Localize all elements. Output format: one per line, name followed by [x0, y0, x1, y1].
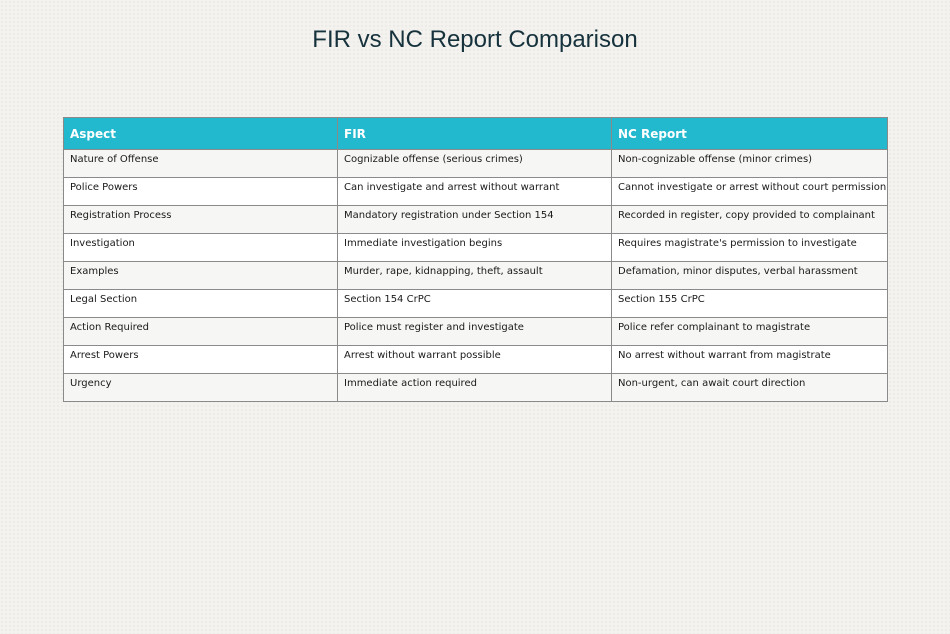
cell-fir: Arrest without warrant possible [338, 346, 612, 374]
cell-fir: Immediate action required [338, 374, 612, 402]
cell-fir: Mandatory registration under Section 154 [338, 206, 612, 234]
cell-aspect: Arrest Powers [64, 346, 338, 374]
comparison-table-container [63, 117, 887, 402]
cell-fir: Section 154 CrPC [338, 290, 612, 318]
table-row [64, 262, 888, 290]
cell-fir: Murder, rape, kidnapping, theft, assault [338, 262, 612, 290]
cell-fir: Cognizable offense (serious crimes) [338, 150, 612, 178]
cell-aspect: Legal Section [64, 290, 338, 318]
table-row [64, 290, 888, 318]
table-row [64, 206, 888, 234]
cell-nc-report: Defamation, minor disputes, verbal harassment [612, 262, 888, 290]
cell-aspect: Nature of Offense [64, 150, 338, 178]
comparison-table [63, 117, 888, 402]
table-header [64, 118, 888, 150]
cell-aspect: Action Required [64, 318, 338, 346]
cell-fir: Police must register and investigate [338, 318, 612, 346]
cell-nc-report: Requires magistrate's permission to investigate [612, 234, 888, 262]
cell-aspect: Police Powers [64, 178, 338, 206]
table-row [64, 346, 888, 374]
cell-fir: Immediate investigation begins [338, 234, 612, 262]
cell-nc-report: Police refer complainant to magistrate [612, 318, 888, 346]
column-header-fir: FIR [338, 118, 612, 150]
header-row [64, 118, 888, 150]
cell-nc-report: Section 155 CrPC [612, 290, 888, 318]
table-row [64, 318, 888, 346]
column-header-aspect: Aspect [64, 118, 338, 150]
cell-aspect: Urgency [64, 374, 338, 402]
table-row [64, 178, 888, 206]
cell-nc-report: Recorded in register, copy provided to complainant [612, 206, 888, 234]
cell-nc-report: Cannot investigate or arrest without court permission [612, 178, 888, 206]
table-row [64, 234, 888, 262]
cell-nc-report: Non-urgent, can await court direction [612, 374, 888, 402]
cell-nc-report: Non-cognizable offense (minor crimes) [612, 150, 888, 178]
table-body [64, 150, 888, 402]
cell-nc-report: No arrest without warrant from magistrate [612, 346, 888, 374]
page-title: FIR vs NC Report Comparison [312, 26, 638, 53]
table-row [64, 374, 888, 402]
cell-fir: Can investigate and arrest without warrant [338, 178, 612, 206]
cell-aspect: Registration Process [64, 206, 338, 234]
table-row [64, 150, 888, 178]
cell-aspect: Investigation [64, 234, 338, 262]
column-header-nc-report: NC Report [612, 118, 888, 150]
cell-aspect: Examples [64, 262, 338, 290]
